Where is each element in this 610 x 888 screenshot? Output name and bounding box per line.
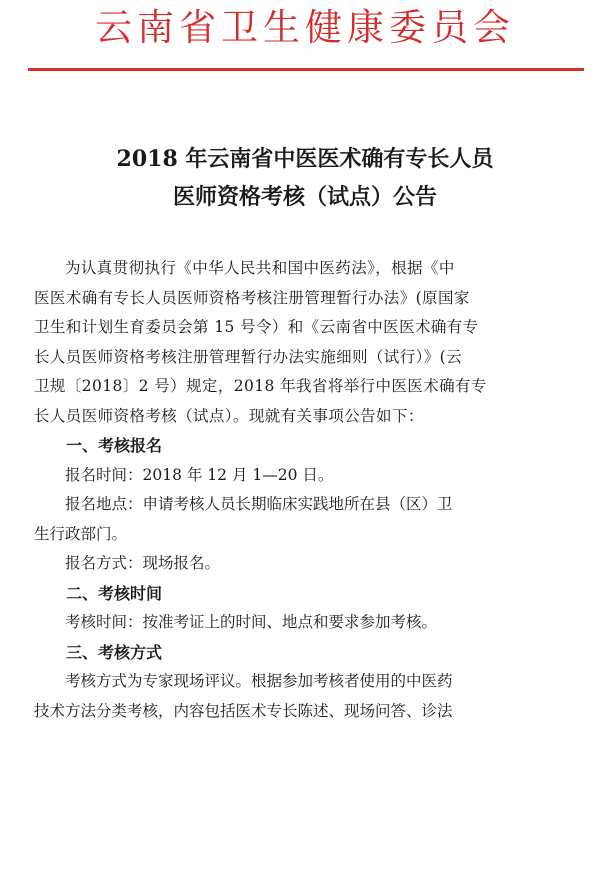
registration-time: 报名时间：2018 年 12 月 1—20 日。 (65, 465, 334, 484)
document-title (0, 140, 610, 216)
section-3-heading: 三、考核方式 (66, 642, 163, 662)
registration-place-line-1: 报名地点：申请考核人员长期临床实践地所在县（区）卫 (65, 495, 453, 513)
title-line-2: 医师资格考核（试点）公告 (172, 184, 437, 210)
registration-place-line-2: 生行政部门。 (34, 524, 128, 543)
letterhead: 云南省卫生健康委员会 (95, 6, 515, 49)
exam-method-line-1: 考核方式为专家现场评议。根据参加考核者使用的中医药 (65, 672, 453, 690)
intro-line: 卫生和计划生育委员会第 15 号令）和《云南省中医医术确有专 (34, 318, 479, 336)
registration-method: 报名方式：现场报名。 (65, 554, 221, 572)
intro-line: 为认真贯彻执行《中华人民共和国中医药法》，根据《中 (65, 259, 455, 277)
section-1-heading: 一、考核报名 (66, 436, 163, 455)
section-2-heading: 二、考核时间 (66, 583, 163, 603)
intro-line: 卫规〔2018〕2 号）规定，2018 年我省将举行中医医术确有专 (34, 377, 487, 395)
document-body (34, 254, 580, 726)
intro-line: 长人员医师资格考核（试点）。现就有关事项公告如下： (34, 406, 424, 425)
intro-paragraph (34, 254, 580, 431)
exam-method-line-2: 技术方法分类考核，内容包括医术专长陈述、现场问答、诊法 (34, 701, 453, 720)
title-line-1: 2018 年云南省中医医术确有专长人员 (116, 146, 494, 172)
letterhead-divider (28, 68, 584, 71)
intro-line: 医医术确有专长人员医师资格考核注册管理暂行办法》(原国家 (34, 288, 470, 307)
exam-time: 考核时间：按准考证上的时间、地点和要求参加考核。 (65, 613, 438, 631)
intro-line: 长人员医师资格考核注册管理暂行办法实施细则（试行）》(云 (34, 347, 462, 366)
